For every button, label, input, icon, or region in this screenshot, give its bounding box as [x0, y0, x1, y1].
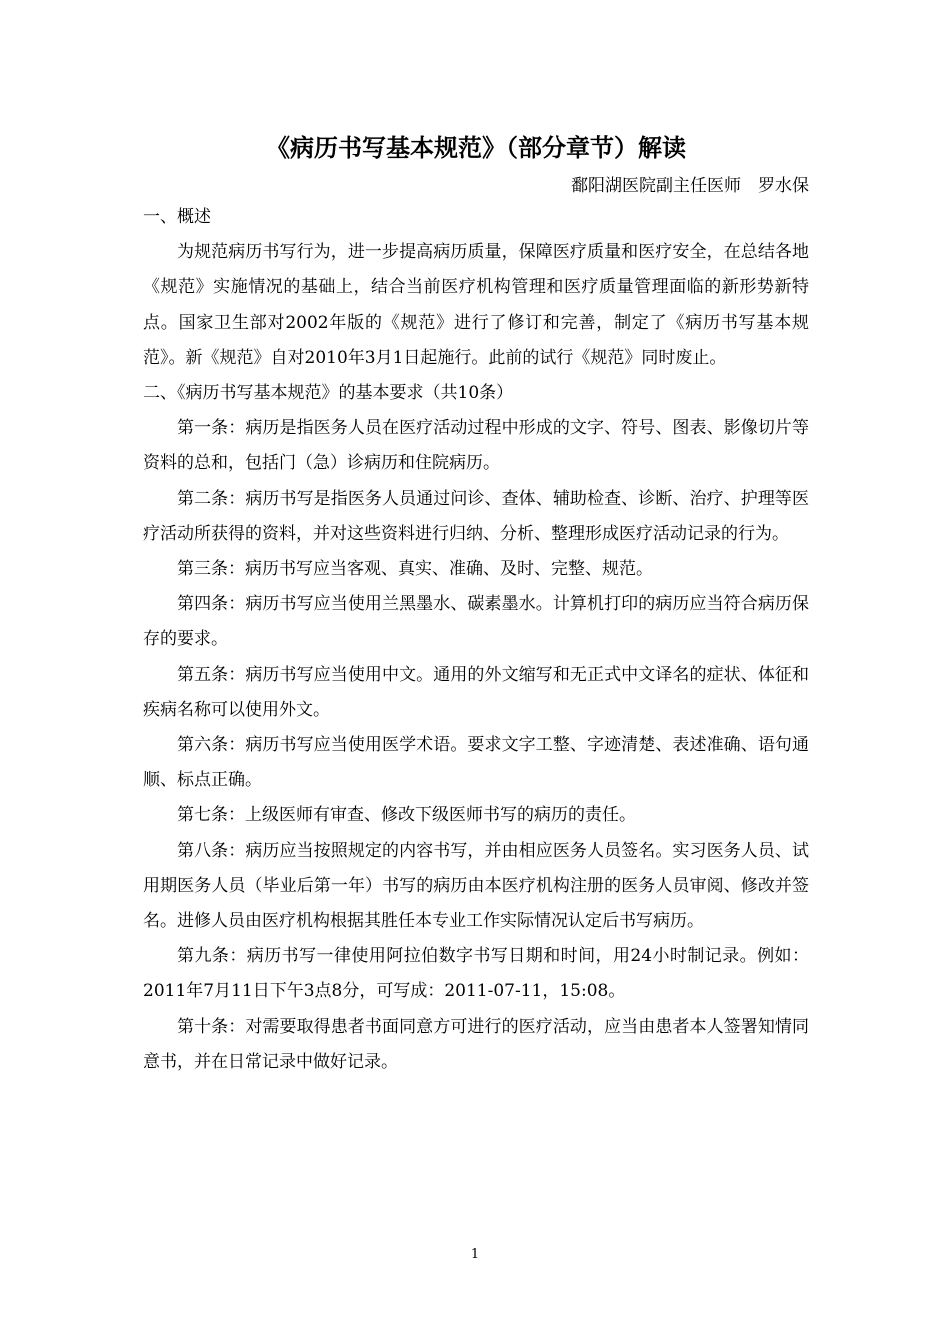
overview-paragraph: 为规范病历书写行为，进一步提高病历质量，保障医疗质量和医疗安全，在总结各地《规范》实施情况的基础上，结合当前医疗机构管理和医疗质量管理面临的新形势新特点。国家卫生部对2002年版的《规范》进行了修订和完善，制定了《病历书写基本规范》。新《规范》自对2010年3月1日起施行。此前的试行《规范》同时废止。	[143, 242, 809, 368]
author-line: 鄱阳湖医院副主任医师 罗水保	[571, 176, 809, 196]
document-title: 《病历书写基本规范》（部分章节）解读	[266, 133, 686, 162]
document-body	[143, 200, 809, 1080]
article-6: 第六条：病历书写应当使用医学术语。要求文字工整、字迹清楚、表述准确、语句通顺、标点正确。	[143, 735, 809, 791]
article-4: 第四条：病历书写应当使用兰黑墨水、碳素墨水。计算机打印的病历应当符合病历保存的要求。	[143, 594, 809, 650]
section-heading-requirements: 二、《病历书写基本规范》的基本要求（共10条）	[143, 383, 514, 404]
article-3: 第三条：病历书写应当客观、真实、准确、及时、完整、规范。	[177, 559, 653, 580]
article-8: 第八条：病历应当按照规定的内容书写，并由相应医务人员签名。实习医务人员、试用期医务人员（毕业后第一年）书写的病历由本医疗机构注册的医务人员审阅、修改并签名。进修人员由医疗机构根据其胜任本专业工作实际情况认定后书写病历。	[143, 840, 809, 932]
article-1: 第一条：病历是指医务人员在医疗活动过程中形成的文字、符号、图表、影像切片等资料的总和，包括门（急）诊病历和住院病历。	[143, 418, 809, 474]
section-heading-overview: 一、概述	[143, 207, 211, 227]
article-7: 第七条：上级医师有审查、修改下级医师书写的病历的责任。	[177, 805, 636, 826]
article-2: 第二条：病历书写是指医务人员通过问诊、查体、辅助检查、诊断、治疗、护理等医疗活动所获得的资料，并对这些资料进行归纳、分析、整理形成医疗活动记录的行为。	[143, 488, 809, 544]
article-10: 第十条：对需要取得患者书面同意方可进行的医疗活动，应当由患者本人签署知情同意书，并在日常记录中做好记录。	[143, 1016, 809, 1072]
article-9: 第九条：病历书写一律使用阿拉伯数字书写日期和时间，用24小时制记录。例如：2011年7月11日下午3点8分，可写成：2011-07-11，15:08。	[143, 946, 809, 1002]
page-number: 1	[470, 1247, 480, 1262]
article-5: 第五条：病历书写应当使用中文。通用的外文缩写和无正式中文译名的症状、体征和疾病名称可以使用外文。	[143, 664, 809, 720]
